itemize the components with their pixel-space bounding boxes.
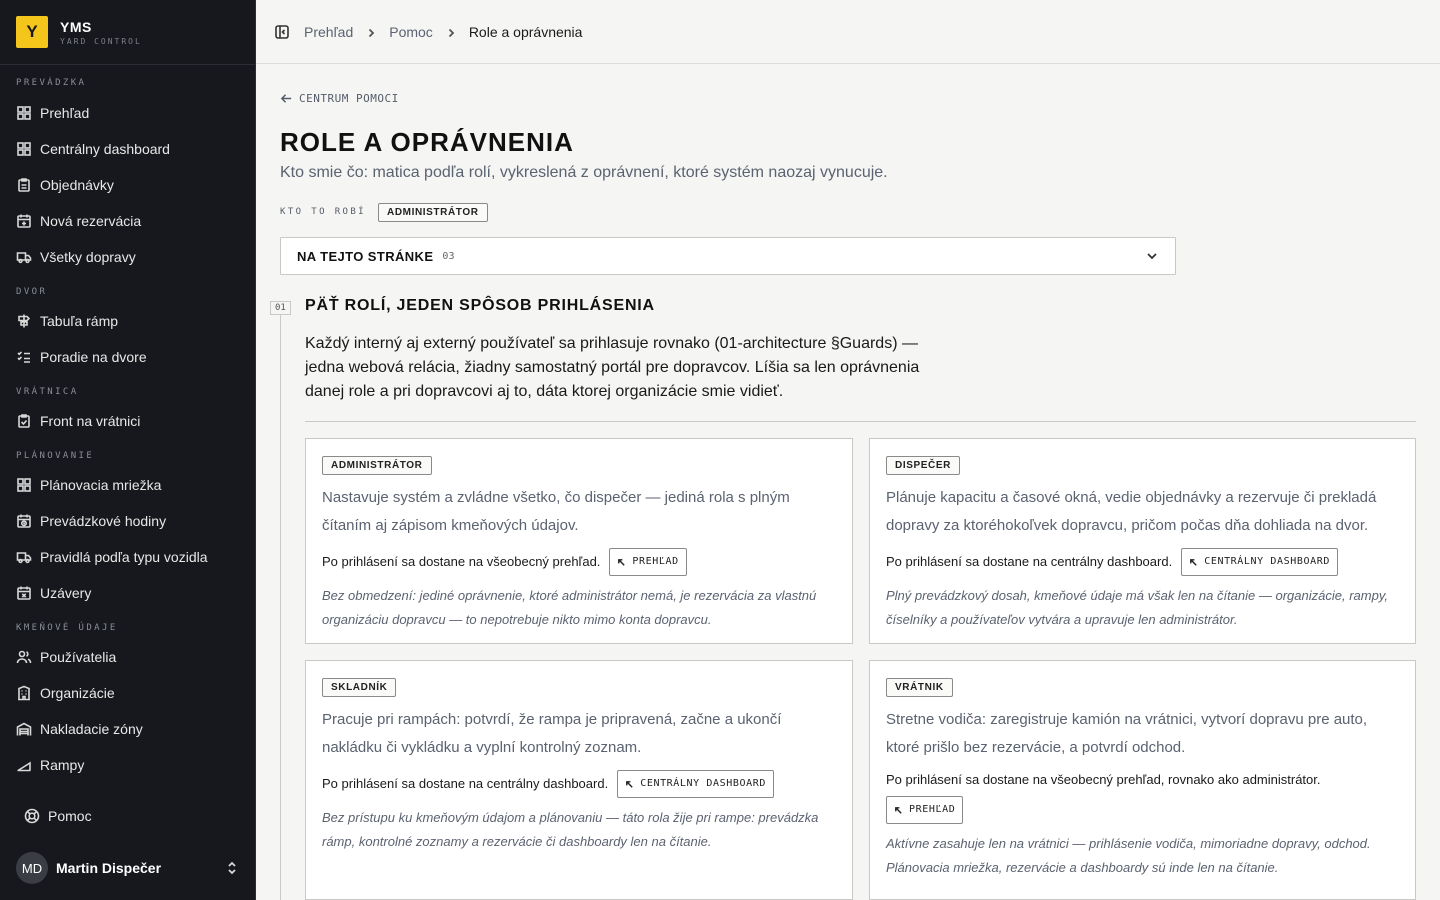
arrow-left-icon bbox=[280, 92, 293, 105]
sidebar-item[interactable] bbox=[0, 131, 255, 167]
brand-name: YMS bbox=[60, 18, 92, 35]
role-landing-link-label: CENTRÁLNY DASHBOARD bbox=[640, 778, 766, 789]
chevron-right-icon bbox=[445, 26, 457, 38]
role-landing-link[interactable] bbox=[1181, 548, 1338, 576]
sidebar-item[interactable] bbox=[0, 239, 255, 275]
arrow-up-left-icon bbox=[625, 780, 634, 789]
role-landing bbox=[322, 548, 836, 576]
help-label: Pomoc bbox=[48, 808, 92, 824]
chevron-right-icon bbox=[365, 26, 377, 38]
role-description: Pracuje pri rampách: potvrdí, že rampa je pripravená, začne a ukončí nakládku či vykládku a vyplní kontrolný zoznam. bbox=[322, 711, 782, 756]
sidebar-nav[interactable] bbox=[0, 65, 255, 798]
sidebar-item[interactable] bbox=[0, 747, 255, 783]
sidebar-item-label: Plánovacia mriežka bbox=[40, 477, 162, 493]
role-card-gatekeeper bbox=[869, 660, 1416, 900]
sidebar-item-label: Nová rezervácia bbox=[40, 213, 142, 229]
on-this-page-toggle[interactable] bbox=[280, 237, 1176, 275]
back-label: CENTRUM POMOCI bbox=[299, 91, 399, 105]
sidebar-item[interactable] bbox=[0, 467, 255, 503]
role-note: Aktívne zasahuje len na vrátnici — prihlásenie vodiča, mimoriadne dopravy, odchod. Plánovacia mriežka, rezervácie a dashboardy sú inde len na čítanie. bbox=[886, 836, 1371, 875]
sidebar-section-title: KMEŇOVÉ ÚDAJE bbox=[16, 623, 118, 633]
calendar-clock-icon bbox=[16, 513, 32, 529]
sidebar-section-title: VRÁTNICA bbox=[16, 387, 79, 397]
lifebuoy-icon bbox=[24, 808, 40, 824]
sidebar-item[interactable] bbox=[0, 539, 255, 575]
sidebar-item[interactable] bbox=[0, 95, 255, 131]
grid-icon bbox=[16, 477, 32, 493]
section-rail bbox=[280, 308, 281, 900]
role-landing-text: Po prihlásení sa dostane na centrálny dashboard. bbox=[886, 554, 1173, 569]
topbar bbox=[256, 0, 1440, 64]
avatar: MD bbox=[16, 852, 48, 884]
sidebar-item[interactable] bbox=[0, 575, 255, 611]
sidebar-item[interactable] bbox=[0, 339, 255, 375]
brand[interactable] bbox=[0, 0, 255, 65]
truck-icon bbox=[16, 249, 32, 265]
role-landing-link[interactable] bbox=[609, 548, 686, 576]
sidebar-section-title: DVOR bbox=[16, 287, 48, 297]
page-title: ROLE A OPRÁVNENIA bbox=[280, 127, 574, 157]
roles-grid bbox=[305, 438, 1416, 900]
breadcrumb-overview[interactable]: Prehľad bbox=[304, 23, 354, 40]
sidebar-item-label: Nakladacie zóny bbox=[40, 721, 143, 737]
users-icon bbox=[16, 649, 32, 665]
warehouse-icon bbox=[16, 721, 32, 737]
brand-subtitle: YARD CONTROL bbox=[60, 36, 142, 46]
toc-count: 03 bbox=[442, 250, 455, 262]
role-description: Plánuje kapacitu a časové okná, vedie objednávky a rezervuje či prekladá dopravy za ktoréhokoľvek dopravcu, pričom počas dňa dohliada na dvor. bbox=[886, 489, 1377, 534]
user-name: Martin Dispečer bbox=[56, 860, 162, 876]
sidebar-item[interactable] bbox=[0, 503, 255, 539]
calendar-plus-icon bbox=[16, 213, 32, 229]
building-icon bbox=[16, 685, 32, 701]
sidebar-section-title: PLÁNOVANIE bbox=[16, 451, 95, 461]
role-description: Nastavuje systém a zvládne všetko, čo dispečer — jediná rola s plným čítaním aj zápisom kmeňových údajov. bbox=[322, 489, 790, 534]
back-to-help-center-link[interactable] bbox=[280, 91, 1440, 105]
audience-row bbox=[280, 202, 1440, 222]
role-landing-link-label: PREHĽAD bbox=[909, 804, 956, 815]
divider bbox=[305, 421, 1416, 422]
sidebar-section-title: PREVÁDZKA bbox=[16, 78, 87, 88]
role-landing-link-label: PREHĽAD bbox=[632, 556, 679, 567]
truck-icon bbox=[16, 549, 32, 565]
clipboard-icon bbox=[16, 177, 32, 193]
sidebar-item-label: Prevádzkové hodiny bbox=[40, 513, 167, 529]
brand-logo: Y bbox=[16, 16, 48, 48]
role-card-admin bbox=[305, 438, 853, 644]
breadcrumb-current: Role a oprávnenia bbox=[468, 23, 583, 40]
calendar-x-icon bbox=[16, 585, 32, 601]
role-note: Bez prístupu ku kmeňovým údajom a plánovaniu — táto rola žije pri rampe: prevádzka rámp, kontrolné zoznamy a rezervácie či dashboardy len na čítanie. bbox=[322, 810, 819, 849]
section-number: 01 bbox=[270, 301, 291, 315]
sidebar-item-label: Prehľad bbox=[40, 105, 90, 121]
role-description: Stretne vodiča: zaregistruje kamión na vrátnici, vytvorí dopravu pre auto, ktoré prišlo bez rezervácie, a potvrdí odchod. bbox=[886, 711, 1368, 756]
sidebar-item-label: Pravidlá podľa typu vozidla bbox=[40, 549, 208, 565]
section-title: PÄŤ ROLÍ, JEDEN SPÔSOB PRIHLÁSENIA bbox=[305, 297, 655, 314]
sidebar-item-label: Rampy bbox=[40, 757, 85, 773]
role-card-warehouse bbox=[305, 660, 853, 900]
sidebar-help-link[interactable] bbox=[0, 798, 255, 834]
sidebar-item-label: Uzávery bbox=[40, 585, 92, 601]
role-badge: ADMINISTRÁTOR bbox=[322, 456, 432, 475]
role-badge: VRÁTNIK bbox=[886, 678, 953, 697]
role-landing bbox=[886, 548, 1399, 576]
section-roles bbox=[275, 296, 1440, 900]
main-content bbox=[256, 64, 1440, 900]
role-landing bbox=[322, 770, 836, 798]
role-landing-link-label: CENTRÁLNY DASHBOARD bbox=[1204, 556, 1330, 567]
sidebar-item-label: Centrálny dashboard bbox=[40, 141, 170, 157]
signpost-icon bbox=[16, 313, 32, 329]
sidebar-item-label: Všetky dopravy bbox=[40, 249, 136, 265]
sidebar-item[interactable] bbox=[0, 167, 255, 203]
sidebar-item-label: Objednávky bbox=[40, 177, 114, 193]
sidebar-item-label: Tabuľa rámp bbox=[40, 313, 119, 329]
role-landing-text: Po prihlásení sa dostane na všeobecný prehľad. bbox=[322, 554, 601, 569]
role-note: Bez obmedzení: jediné oprávnenie, ktoré administrátor nemá, je rezervácia za vlastnú organizáciu dopravcu — to nepotrebuje nikto mimo konta dopravcu. bbox=[322, 588, 817, 627]
role-landing-link[interactable] bbox=[617, 770, 774, 798]
ramp-icon bbox=[16, 757, 32, 773]
page-subtitle: Kto smie čo: matica podľa rolí, vykreslená z oprávnení, ktoré systém naozaj vynucuje. bbox=[280, 164, 888, 181]
sidebar-item[interactable] bbox=[0, 303, 255, 339]
role-note: Plný prevádzkový dosah, kmeňové údaje má však len na čítanie — organizácie, rampy, číselníky a používateľov vytvára a upravuje len administrátor. bbox=[886, 588, 1388, 627]
role-landing-link[interactable] bbox=[886, 796, 963, 824]
sidebar-item-label: Front na vrátnici bbox=[40, 413, 141, 429]
user-menu[interactable] bbox=[0, 840, 255, 896]
grid-icon bbox=[16, 105, 32, 121]
role-landing bbox=[886, 770, 1399, 824]
sidebar-item[interactable] bbox=[0, 675, 255, 711]
sidebar-item-label: Poradie na dvore bbox=[40, 349, 147, 365]
grid-icon bbox=[16, 141, 32, 157]
sidebar bbox=[0, 0, 256, 900]
role-badge: SKLADNÍK bbox=[322, 678, 396, 697]
clipboard-check-icon bbox=[16, 413, 32, 429]
role-landing-text: Po prihlásení sa dostane na všeobecný prehľad, rovnako ako administrátor. bbox=[886, 772, 1321, 787]
breadcrumb-help[interactable]: Pomoc bbox=[389, 23, 433, 40]
sidebar-toggle-icon[interactable] bbox=[274, 24, 290, 40]
arrow-up-left-icon bbox=[894, 806, 903, 815]
role-card-dispatcher bbox=[869, 438, 1416, 644]
role-landing-text: Po prihlásení sa dostane na centrálny dashboard. bbox=[322, 776, 609, 791]
audience-label: KTO TO ROBÍ bbox=[280, 207, 367, 217]
sidebar-item[interactable] bbox=[0, 639, 255, 675]
sidebar-item-label: Organizácie bbox=[40, 685, 115, 701]
arrow-up-left-icon bbox=[617, 558, 626, 567]
audience-role-badge: ADMINISTRÁTOR bbox=[378, 203, 488, 222]
sidebar-item-label: Používatelia bbox=[40, 649, 117, 665]
section-body: Každý interný aj externý používateľ sa prihlasuje rovnako (01-architecture §Guards) — jedna webová relácia, žiadny samostatný portál pre dopravcov. Líšia sa len oprávnenia danej role a pri dopravcovi aj to, dáta ktorej organizácie smie vidieť. bbox=[305, 335, 920, 400]
chevrons-up-down-icon bbox=[225, 861, 239, 875]
role-badge: DISPEČER bbox=[886, 456, 960, 475]
sidebar-item[interactable] bbox=[0, 203, 255, 239]
toc-label: NA TEJTO STRÁNKE bbox=[297, 248, 434, 264]
sidebar-item[interactable] bbox=[0, 403, 255, 439]
sidebar-item[interactable] bbox=[0, 711, 255, 747]
list-checks-icon bbox=[16, 349, 32, 365]
chevron-down-icon bbox=[1145, 249, 1159, 263]
arrow-up-left-icon bbox=[1189, 558, 1198, 567]
